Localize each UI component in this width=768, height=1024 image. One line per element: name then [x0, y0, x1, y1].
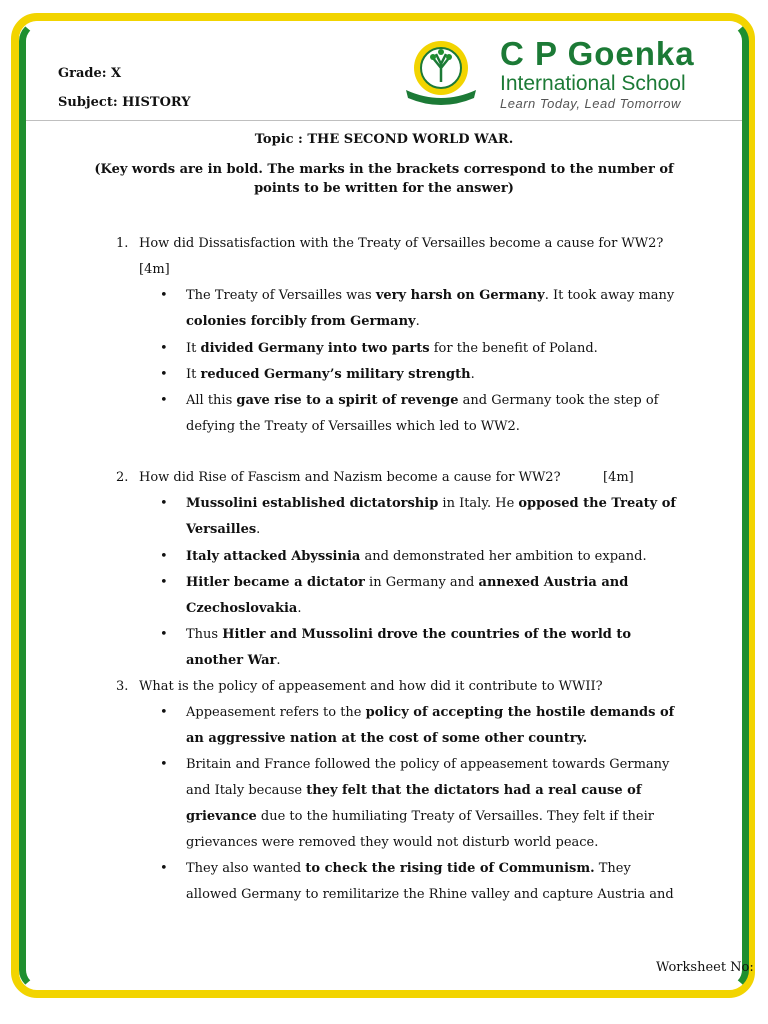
question-text: How did Dissatisfaction with the Treaty of Versailles become a cause for WW2? — [139, 236, 664, 251]
keyword: gave rise to a spirit of revenge — [236, 393, 459, 408]
answer-text: It reduced Germany’s military strength. — [186, 367, 475, 382]
topic-title: Topic : THE SECOND WORLD WAR. — [254, 132, 514, 147]
subject-label: Subject: HISTORY — [58, 95, 191, 110]
bullet-icon: • — [160, 575, 168, 590]
bullet-icon: • — [160, 496, 168, 511]
keyword: very harsh on Germany — [375, 288, 545, 303]
bullet-icon: • — [160, 549, 168, 564]
question-text: What is the policy of appeasement and how did it contribute to WWII? — [139, 679, 603, 694]
question-text: How did Rise of Fascism and Nazism become a cause for WW2? — [139, 470, 561, 485]
school-name: C P Goenka — [500, 35, 695, 72]
question-number: 1. — [116, 236, 129, 251]
bullet-icon: • — [160, 705, 168, 720]
instructions-note: (Key words are in bold. The marks in the brackets correspond to the number of points to be written for the answer) — [94, 162, 674, 196]
keyword: Hitler and Mussolini drove the countries of the world to another War — [186, 627, 632, 668]
answer-text: Britain and France followed the policy of appeasement towards Germany and Italy because they felt that the dictators had a real cause of grievance due to the humiliating Treaty of Versailles. They felt if their grievances were removed they would not disturb world peace. — [186, 757, 670, 850]
answer-text: It divided Germany into two parts for the benefit of Poland. — [186, 341, 598, 356]
answer-text: The Treaty of Versailles was very harsh on Germany. It took away many colonies forcibly from Germany. — [186, 288, 675, 329]
answer-text: All this gave rise to a spirit of revenge and Germany took the step of defying the Treaty of Versailles which led to WW2. — [186, 393, 659, 434]
answer-text: Italy attacked Abyssinia and demonstrated her ambition to expand. — [186, 549, 647, 564]
answer-text: They also wanted to check the rising tide of Communism. They allowed Germany to remilitarize the Rhine valley and capture Austria and — [186, 861, 674, 902]
bullet-icon: • — [160, 757, 168, 772]
keyword: annexed Austria and Czechoslovakia — [186, 575, 629, 616]
keyword: divided Germany into two parts — [200, 341, 430, 356]
keyword: policy of accepting the hostile demands of an aggressive nation at the cost of some other country. — [186, 705, 675, 746]
keyword: Hitler became a dictator — [186, 575, 365, 590]
school-subtitle: International School — [500, 72, 686, 95]
keyword: to check the rising tide of Communism. — [305, 861, 595, 876]
bullet-icon: • — [160, 393, 168, 408]
answer-text: Hitler became a dictator in Germany and annexed Austria and Czechoslovakia. — [186, 575, 629, 616]
keyword: opposed the Treaty of Versailles — [186, 496, 676, 537]
school-logo — [400, 35, 720, 112]
school-seal-icon — [400, 38, 482, 108]
header-divider — [26, 120, 742, 121]
bullet-icon: • — [160, 288, 168, 303]
grade-label: Grade: X — [58, 66, 122, 81]
bullet-icon: • — [160, 861, 168, 876]
bullet-icon: • — [160, 627, 168, 642]
keyword: Mussolini established dictatorship — [186, 496, 439, 511]
keyword: they felt that the dictators had a real cause of grievance — [186, 783, 642, 824]
question-marks: [4m] — [603, 470, 634, 485]
bullet-icon: • — [160, 341, 168, 356]
question-number: 2. — [116, 470, 129, 485]
keyword: Italy attacked Abyssinia — [186, 549, 361, 564]
keyword: colonies forcibly from Germany — [186, 314, 416, 329]
question-number: 3. — [116, 679, 129, 694]
answer-text: Thus Hitler and Mussolini drove the countries of the world to another War. — [186, 627, 632, 668]
answer-text: Mussolini established dictatorship in Italy. He opposed the Treaty of Versailles. — [186, 496, 676, 537]
header-info — [58, 66, 191, 124]
bullet-icon: • — [160, 367, 168, 382]
answer-text: Appeasement refers to the policy of accepting the hostile demands of an aggressive nation at the cost of some other country. — [186, 705, 675, 746]
school-tagline: Learn Today, Lead Tomorrow — [500, 96, 681, 111]
worksheet-number: Worksheet No: — [656, 960, 754, 975]
keyword: reduced Germany’s military strength — [200, 367, 471, 382]
question-marks: [4m] — [139, 262, 170, 277]
